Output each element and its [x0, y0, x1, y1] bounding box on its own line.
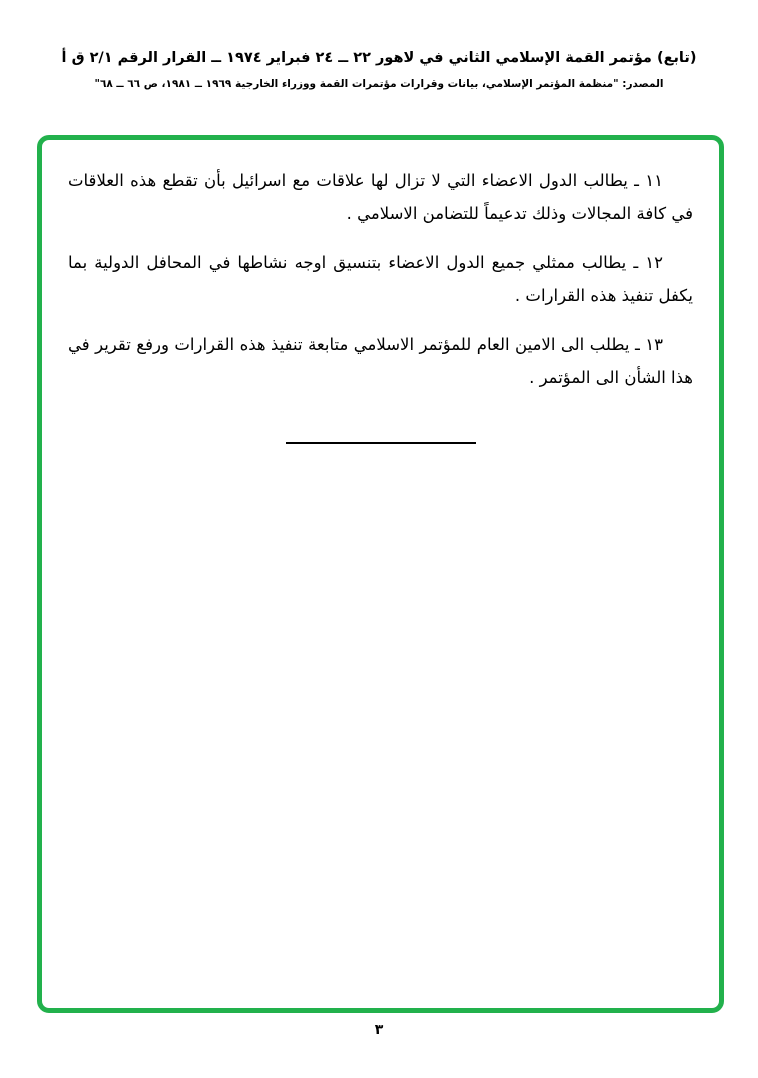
paragraph-11: ١١ ـ يطالب الدول الاعضاء التي لا تزال لها علاقات مع اسرائيل بأن تقطع هذه العلاقات في كافة المجالات وذلك تدعيماً للتضامن الاسلامي .: [68, 171, 693, 223]
content-box: [37, 135, 724, 1013]
section-divider: [286, 442, 476, 444]
source-citation: المصدر: "منظمة المؤتمر الإسلامي، بيانات وقرارات مؤتمرات القمة ووزراء الخارجية ١٩٦٩ ــ ١٩٨١، ص ٦٦ ــ ٦٨": [94, 77, 664, 90]
paragraph-13: ١٣ ـ يطلب الى الامين العام للمؤتمر الاسلامي متابعة تنفيذ هذه القرارات ورفع تقرير في هذا الشأن الى المؤتمر .: [68, 335, 693, 387]
document-header: [30, 48, 728, 90]
document-title: (تابع) مؤتمر القمة الإسلامي الثاني في لاهور ٢٢ ــ ٢٤ فبراير ١٩٧٤ ــ القرار الرقم ٢/١ ق أ: [61, 50, 697, 66]
page-number: ٣: [374, 1022, 384, 1038]
paragraph-12: ١٢ ـ يطالب ممثلي جميع الدول الاعضاء بتنسيق اوجه نشاطها في المحافل الدولية بما يكفل تنفيذ هذه القرارات .: [68, 253, 693, 305]
